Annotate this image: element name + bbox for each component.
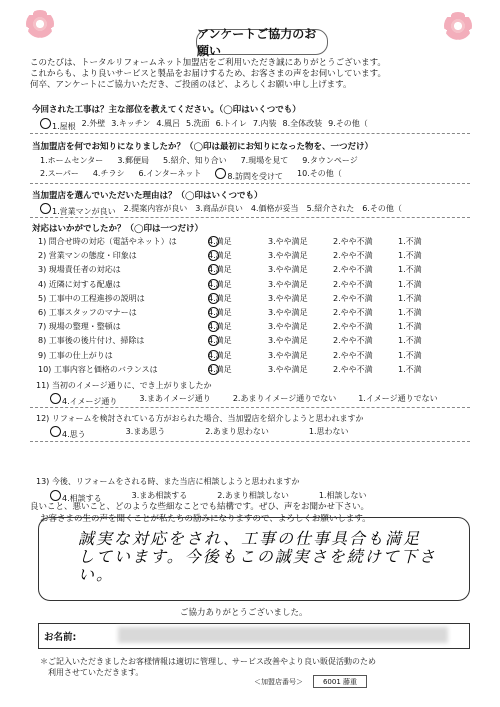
- rating-row: [38, 293, 478, 307]
- rating-option[interactable]: [208, 321, 232, 332]
- rating-option-label: 1.不満: [398, 322, 422, 332]
- handwritten-comment: 誠実な対応をされ、工事の仕事具合も満足しています。今後もこの誠実さを続けて下さい。: [78, 529, 437, 584]
- rating-option[interactable]: [333, 279, 373, 290]
- rating-row: [38, 264, 478, 278]
- rating-row: [38, 236, 478, 250]
- q1-option[interactable]: 9.その他（: [328, 119, 368, 128]
- rating-option-label: 3.やや満足: [268, 237, 308, 246]
- member-number: 6001 藤重: [313, 675, 367, 688]
- rating-option-label: 1.不満: [398, 350, 422, 360]
- q2-options-row2: [40, 168, 342, 182]
- divider: [30, 183, 470, 184]
- divider: [30, 217, 470, 218]
- intro-line: 何卒、アンケートにご協力いただき、ご投函のほど、よろしくお願い申し上げます。: [30, 80, 352, 90]
- rating-option-label: 1.不満: [398, 265, 422, 275]
- page-title: アンケートご協力のお願い: [196, 29, 328, 55]
- q2-option[interactable]: 10.その他（: [297, 169, 342, 178]
- rating-option-label: 2.やや不満: [333, 322, 373, 332]
- member-label: ＜加盟店番号＞: [254, 678, 303, 686]
- footer-note: [40, 656, 480, 678]
- rating-option[interactable]: [333, 293, 373, 304]
- rating-option[interactable]: [268, 279, 308, 290]
- rating-option[interactable]: [208, 279, 232, 290]
- rating-option-label: 1.不満: [398, 293, 422, 303]
- selected-circle-icon: [208, 350, 219, 361]
- rating-row: [38, 279, 478, 293]
- rating-option-label: 2.やや不満: [333, 350, 373, 360]
- q12-option[interactable]: 2.あまり思わない: [205, 427, 269, 436]
- selected-circle-icon: [50, 426, 61, 437]
- rating-option-label: 4.満足: [208, 350, 232, 360]
- q13-option[interactable]: 3.まあ相談する: [131, 491, 188, 500]
- rating-option[interactable]: [268, 350, 308, 361]
- divider: [30, 441, 470, 442]
- rating-option-label: 1.不満: [398, 251, 422, 261]
- rating-row: [38, 364, 478, 378]
- q12-options: [50, 426, 349, 440]
- q3-option[interactable]: 3.商品が良い: [195, 204, 243, 213]
- rating-option-label: 2.やや不満: [333, 265, 373, 275]
- q1-option[interactable]: 3.キッチン: [111, 119, 151, 128]
- rating-option-label: 4.満足: [208, 251, 232, 261]
- q3-option[interactable]: 1.営業マンが良い: [40, 203, 116, 217]
- rating-option[interactable]: [268, 364, 308, 375]
- q3-option[interactable]: 6.その他（: [362, 204, 402, 213]
- rating-option-label: 2.やや不満: [333, 336, 373, 346]
- selected-circle-icon: [40, 203, 51, 214]
- rating-option-label: 1.不満: [398, 336, 422, 346]
- rating-option[interactable]: [208, 293, 232, 304]
- q1-option[interactable]: 7.内装: [252, 119, 277, 128]
- footer-line: 利用させていただきます。: [40, 668, 144, 677]
- rating-row: [38, 307, 478, 321]
- rating-item-label: 10) 工事内容と価格のバランスは: [38, 364, 158, 374]
- redacted-name: [118, 627, 448, 643]
- rating-option-label: 3.やや満足: [268, 350, 308, 360]
- rating-option-label: 3.やや満足: [268, 265, 308, 275]
- rating-option[interactable]: [208, 236, 232, 247]
- q2-option[interactable]: 3.郵便局: [117, 156, 149, 165]
- rating-option[interactable]: [268, 250, 308, 261]
- rating-item-label: 2) 営業マンの態度・印象は: [38, 251, 137, 261]
- rating-option-label: 3.やや満足: [268, 364, 308, 374]
- selected-circle-icon: [208, 307, 219, 318]
- rating-row: [38, 321, 478, 335]
- flower-left-icon: [26, 10, 54, 38]
- rating-option[interactable]: [208, 264, 232, 275]
- selected-circle-icon: [208, 236, 219, 247]
- q2-option[interactable]: 7.現場を見て: [240, 156, 289, 165]
- rating-option-label: 2.やや不満: [333, 364, 373, 374]
- rating-option[interactable]: [398, 350, 422, 361]
- q11-question: 11) 当初のイメージ通りに、でき上がりましたか: [36, 381, 212, 390]
- q3-option[interactable]: 4.価格が妥当: [250, 204, 299, 213]
- footer-line: ＊ご記入いただきましたお客様情報は適切に管理し、サービス改善やより良い販促活動のため: [40, 657, 376, 666]
- rating-option-label: 2.やや不満: [333, 251, 373, 261]
- rating-option[interactable]: [268, 236, 308, 247]
- rating-option-label: 4.満足: [208, 293, 232, 303]
- name-label: お名前:: [44, 632, 77, 643]
- rating-option-label: 3.やや満足: [268, 293, 308, 303]
- rating-option-label: 4.満足: [208, 336, 232, 346]
- rating-option-label: 2.やや不満: [333, 279, 373, 289]
- q11-option[interactable]: 2.あまりイメージ通りでない: [232, 394, 337, 403]
- rating-option[interactable]: [398, 307, 422, 318]
- q2-option[interactable]: 2.スーパー: [40, 169, 79, 178]
- q11-option[interactable]: 1.イメージ通りでない: [358, 394, 438, 403]
- selected-circle-icon: [208, 364, 219, 375]
- rating-option[interactable]: [398, 293, 422, 304]
- rating-option[interactable]: [208, 335, 232, 346]
- intro-line: これからも、より良いサービスと製品をお届けするため、お客さまの声をお伺いしています。: [30, 69, 386, 79]
- q2-option[interactable]: 9.タウンページ: [302, 156, 358, 165]
- rating-option[interactable]: [398, 321, 422, 332]
- q12-option[interactable]: 4.思う: [50, 426, 86, 440]
- rating-row: [38, 250, 478, 264]
- q1-option[interactable]: 4.風呂: [156, 119, 180, 128]
- selected-circle-icon: [40, 118, 51, 129]
- q11-option[interactable]: 4.イメージ通り: [50, 393, 117, 407]
- intro-text: [30, 58, 470, 91]
- q2-option[interactable]: 8.訪問を受けて: [215, 168, 283, 182]
- rating-option[interactable]: [398, 364, 422, 375]
- q13-question: 13) 今後、リフォームをされる時、また当店に相談しようと思われますか: [36, 477, 300, 486]
- rating-item-label: 6) 工事スタッフのマナーは: [38, 308, 137, 317]
- rating-option-label: 4.満足: [208, 237, 232, 246]
- rating-option-label: 1.不満: [398, 364, 422, 374]
- q2-options-row1: [40, 155, 358, 166]
- q4-question: 対応はいかがでしたか？（◯印は一つだけ）: [32, 224, 204, 234]
- q2-option[interactable]: 4.チラシ: [92, 169, 125, 178]
- rating-option-label: 1.不満: [398, 308, 422, 317]
- q1-option[interactable]: 5.洗面: [186, 119, 210, 128]
- q2-question: 当加盟店を何でお知りになりましたか？（◯印は最初にお知りになった物を、一つだけ）: [32, 142, 374, 152]
- rating-option[interactable]: [333, 236, 373, 247]
- q1-option[interactable]: 8.全体改装: [282, 119, 323, 128]
- rating-option[interactable]: [268, 293, 308, 304]
- rating-option-label: 3.やや満足: [268, 279, 308, 289]
- rating-option[interactable]: [268, 335, 308, 346]
- q2-option[interactable]: 6.インターネット: [138, 169, 202, 178]
- rating-option-label: 4.満足: [208, 322, 232, 332]
- divider: [30, 407, 470, 408]
- rating-option-label: 4.満足: [208, 364, 232, 374]
- rating-option[interactable]: [333, 264, 373, 275]
- selected-circle-icon: [50, 393, 61, 404]
- rating-item-label: 1) 問合せ時の対応（電話やネット）は: [38, 237, 177, 246]
- q11-option[interactable]: 3.まあイメージ通り: [139, 394, 211, 403]
- comment-prompt-line: お客さまの生の声を聞くことが私たちの励みになりますので、よろしくお願いします。: [40, 514, 371, 524]
- rating-item-label: 7) 現場の整理・整頓は: [38, 322, 121, 332]
- rating-option[interactable]: [333, 321, 373, 332]
- rating-row: [38, 350, 478, 364]
- rating-option[interactable]: [333, 307, 373, 318]
- rating-option[interactable]: [333, 335, 373, 346]
- rating-option[interactable]: [398, 236, 422, 247]
- q12-option[interactable]: 1.思わない: [308, 427, 349, 436]
- rating-item-label: 4) 近隣に対する配慮は: [38, 279, 121, 289]
- rating-option[interactable]: [398, 335, 422, 346]
- thanks-text: ご協力ありがとうございました。: [180, 608, 308, 618]
- rating-option[interactable]: [268, 264, 308, 275]
- rating-option-label: 3.やや満足: [268, 308, 308, 317]
- q2-option[interactable]: 5.紹介、知り合い: [162, 156, 227, 165]
- rating-option[interactable]: [208, 307, 232, 318]
- q12-option[interactable]: 3.まあ思う: [125, 427, 166, 436]
- q3-option[interactable]: 2.提案内容が良い: [123, 204, 188, 213]
- selected-circle-icon: [208, 279, 219, 290]
- q11-options: [50, 393, 438, 407]
- flower-right-icon: [444, 12, 472, 40]
- q2-option[interactable]: 1.ホームセンター: [40, 156, 104, 165]
- q1-question: 今回された工事は？主な部位を教えてください。（◯印はいくつでも）: [32, 105, 301, 115]
- rating-option-label: 3.やや満足: [268, 336, 308, 346]
- q12-question: 12) リフォームを検討されている方がおられた場合、当加盟店を紹介しようと思われますか: [36, 414, 364, 423]
- q1-option[interactable]: 6.トイレ: [215, 119, 247, 128]
- rating-option-label: 2.やや不満: [333, 308, 373, 317]
- rating-option[interactable]: [333, 364, 373, 375]
- rating-option[interactable]: [398, 279, 422, 290]
- rating-item-label: 9) 工事の仕上がりは: [38, 350, 113, 360]
- rating-option-label: 1.不満: [398, 279, 422, 289]
- rating-item-label: 3) 現場責任者の対応は: [38, 265, 121, 275]
- rating-option-label: 1.不満: [398, 237, 422, 246]
- divider: [30, 133, 470, 134]
- rating-option-label: 2.やや不満: [333, 293, 373, 303]
- rating-item-label: 5) 工事中の工程進捗の説明は: [38, 293, 145, 303]
- rating-option[interactable]: [268, 321, 308, 332]
- rating-item-label: 8) 工事後の後片付け、掃除は: [38, 336, 145, 346]
- rating-row: [38, 335, 478, 349]
- selected-circle-icon: [215, 168, 226, 179]
- rating-option-label: 3.やや満足: [268, 251, 308, 261]
- q13-option[interactable]: 1.相談しない: [318, 491, 367, 500]
- rating-option[interactable]: [208, 364, 232, 375]
- q13-option[interactable]: 4.相談する: [50, 490, 102, 504]
- rating-option[interactable]: [333, 350, 373, 361]
- rating-option[interactable]: [333, 250, 373, 261]
- rating-option[interactable]: [208, 250, 232, 261]
- comment-prompt-line: 良いこと、悪いこと、どのような些細なことでも結構です。ぜひ、声をお聞かせ下さい。: [30, 502, 369, 512]
- q3-options: [40, 203, 402, 217]
- selected-circle-icon: [208, 293, 219, 304]
- q1-option[interactable]: 1.屋根: [40, 118, 76, 132]
- rating-option-label: 4.満足: [208, 308, 232, 317]
- rating-option[interactable]: [398, 250, 422, 261]
- rating-option-label: 3.やや満足: [268, 322, 308, 332]
- intro-line: このたびは、トータルリフォームネット加盟店をご利用いただき誠にありがとうございます。: [30, 58, 386, 68]
- q1-option[interactable]: 2.外壁: [81, 119, 106, 128]
- q1-options: [40, 118, 368, 132]
- rating-option-label: 4.満足: [208, 265, 232, 275]
- rating-option-label: 2.やや不満: [333, 237, 373, 246]
- rating-option[interactable]: [268, 307, 308, 318]
- rating-option[interactable]: [398, 264, 422, 275]
- q3-option[interactable]: 5.紹介された: [306, 204, 355, 213]
- rating-option-label: 4.満足: [208, 279, 232, 289]
- q3-question: 当加盟店を選んでいただいた理由は？（◯印はいくつでも）: [32, 191, 263, 201]
- q13-option[interactable]: 2.あまり相談しない: [217, 491, 289, 500]
- rating-option[interactable]: [208, 350, 232, 361]
